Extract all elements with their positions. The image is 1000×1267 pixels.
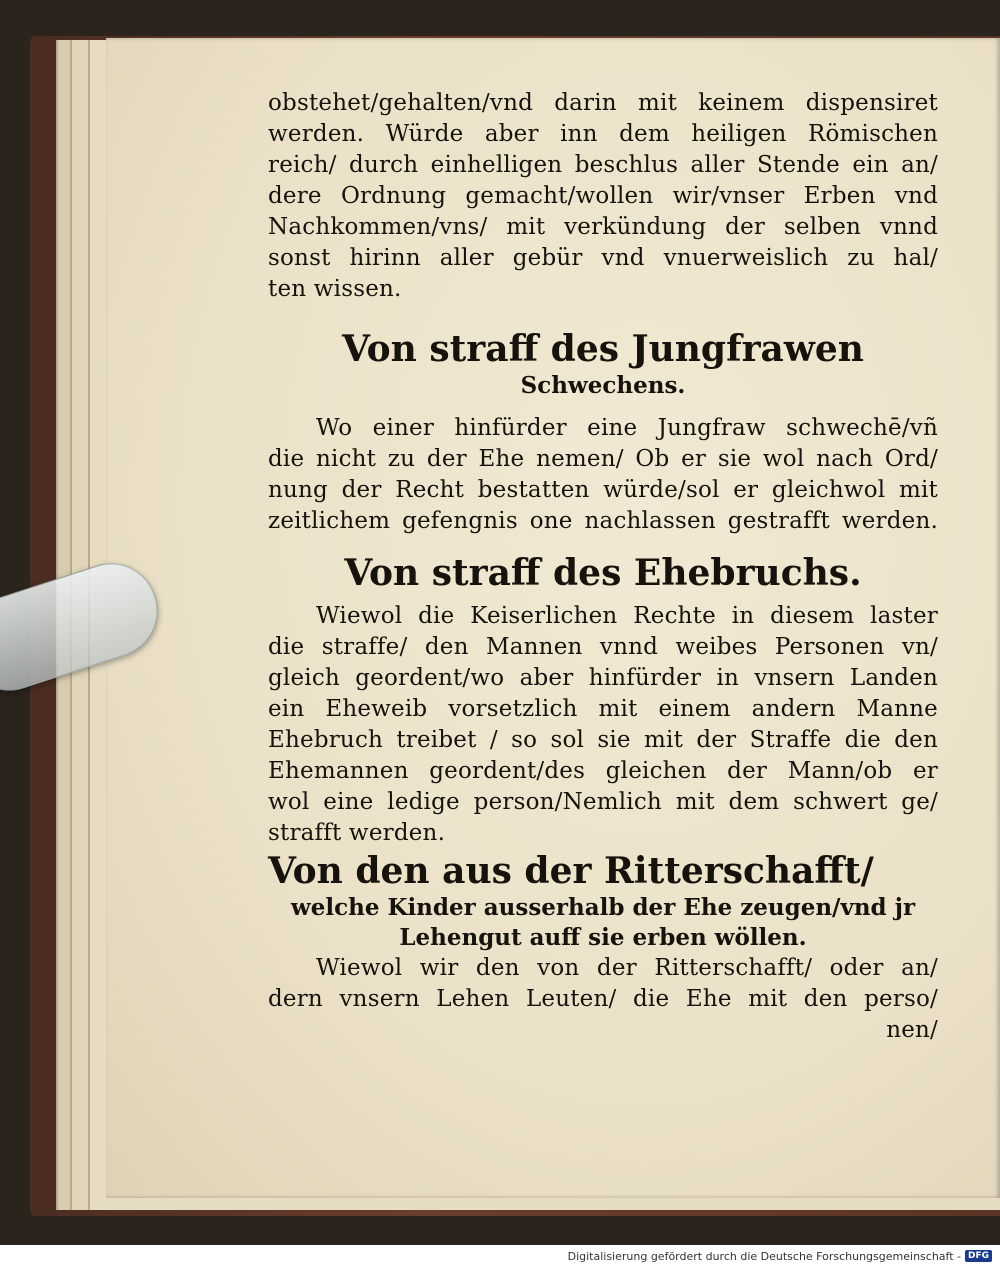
credit-text: Digitalisierung gefördert durch die Deutsche Forschungsgemeinschaft - — [567, 1249, 961, 1263]
catchword: nen/ — [886, 1017, 938, 1043]
text-line: obstehet/gehalten/vnd darin mit keinem dispensiret — [268, 90, 938, 116]
text-line: Wiewol wir den von der Ritterschafft/ oder an/ — [316, 955, 938, 981]
intro-paragraph — [268, 88, 938, 305]
text-line: die nicht zu der Ehe nemen/ Ob er sie wol nach Ord/ — [268, 446, 938, 472]
section-heading-continuation: Schwechens. — [520, 372, 686, 399]
text-line: zeitlichem gefengnis one nachlassen gestrafft werden. — [268, 508, 938, 534]
text-line: Nachkommen/vns/ mit verkündung der selben vnnd — [268, 214, 938, 240]
text-line: dere Ordnung gemacht/wollen wir/vnser Erben vnd — [268, 183, 938, 209]
text-line: Ehebruch treibet / so sol sie mit der Straffe die den — [268, 727, 938, 753]
page-text — [268, 88, 938, 1046]
text-line: reich/ durch einhelligen beschlus aller Stende ein an/ — [268, 152, 938, 178]
text-line: sonst hirinn aller gebür vnd vnuerweislich zu hal/ — [268, 245, 938, 271]
digitization-credit — [0, 1245, 1000, 1267]
text-line: dern vnsern Lehen Leuten/ die Ehe mit den perso/ — [268, 986, 938, 1012]
section-heading-continuation: welche Kinder ausserhalb der Ehe zeugen/vnd jr — [290, 894, 916, 921]
section-paragraph — [268, 601, 938, 849]
section-heading: Von straff des Jungfrawen — [342, 328, 864, 370]
text-line: ein Eheweib vorsetzlich mit einem andern Manne — [268, 696, 938, 722]
section-heading: Von den aus der Ritterschafft/ — [268, 850, 874, 892]
text-line: Wo einer hinfürder eine Jungfraw schwechē/vñ — [316, 415, 938, 441]
text-line: wol eine ledige person/Nemlich mit dem schwert ge/ — [268, 789, 938, 815]
text-line: werden. Würde aber inn dem heiligen Römischen — [268, 121, 938, 147]
text-line: ten wissen. — [268, 276, 402, 302]
section-paragraph — [268, 413, 938, 537]
text-line: nung der Recht bestatten würde/sol er gleichwol mit — [268, 477, 938, 503]
section-heading: Von straff des Ehebruchs. — [344, 552, 862, 594]
text-line: gleich geordent/wo aber hinfürder in vnsern Landen — [268, 665, 938, 691]
text-line: Wiewol die Keiserlichen Rechte in diesem laster — [316, 603, 938, 629]
section-heading-continuation: Lehengut auff sie erben wöllen. — [399, 924, 807, 951]
text-line: strafft werden. — [268, 820, 446, 846]
section-paragraph — [268, 953, 938, 1015]
text-line: Ehemannen geordent/des gleichen der Mann/ob er — [268, 758, 938, 784]
text-line: die straffe/ den Mannen vnnd weibes Personen vn/ — [268, 634, 938, 660]
dfg-logo: DFG — [965, 1250, 992, 1262]
